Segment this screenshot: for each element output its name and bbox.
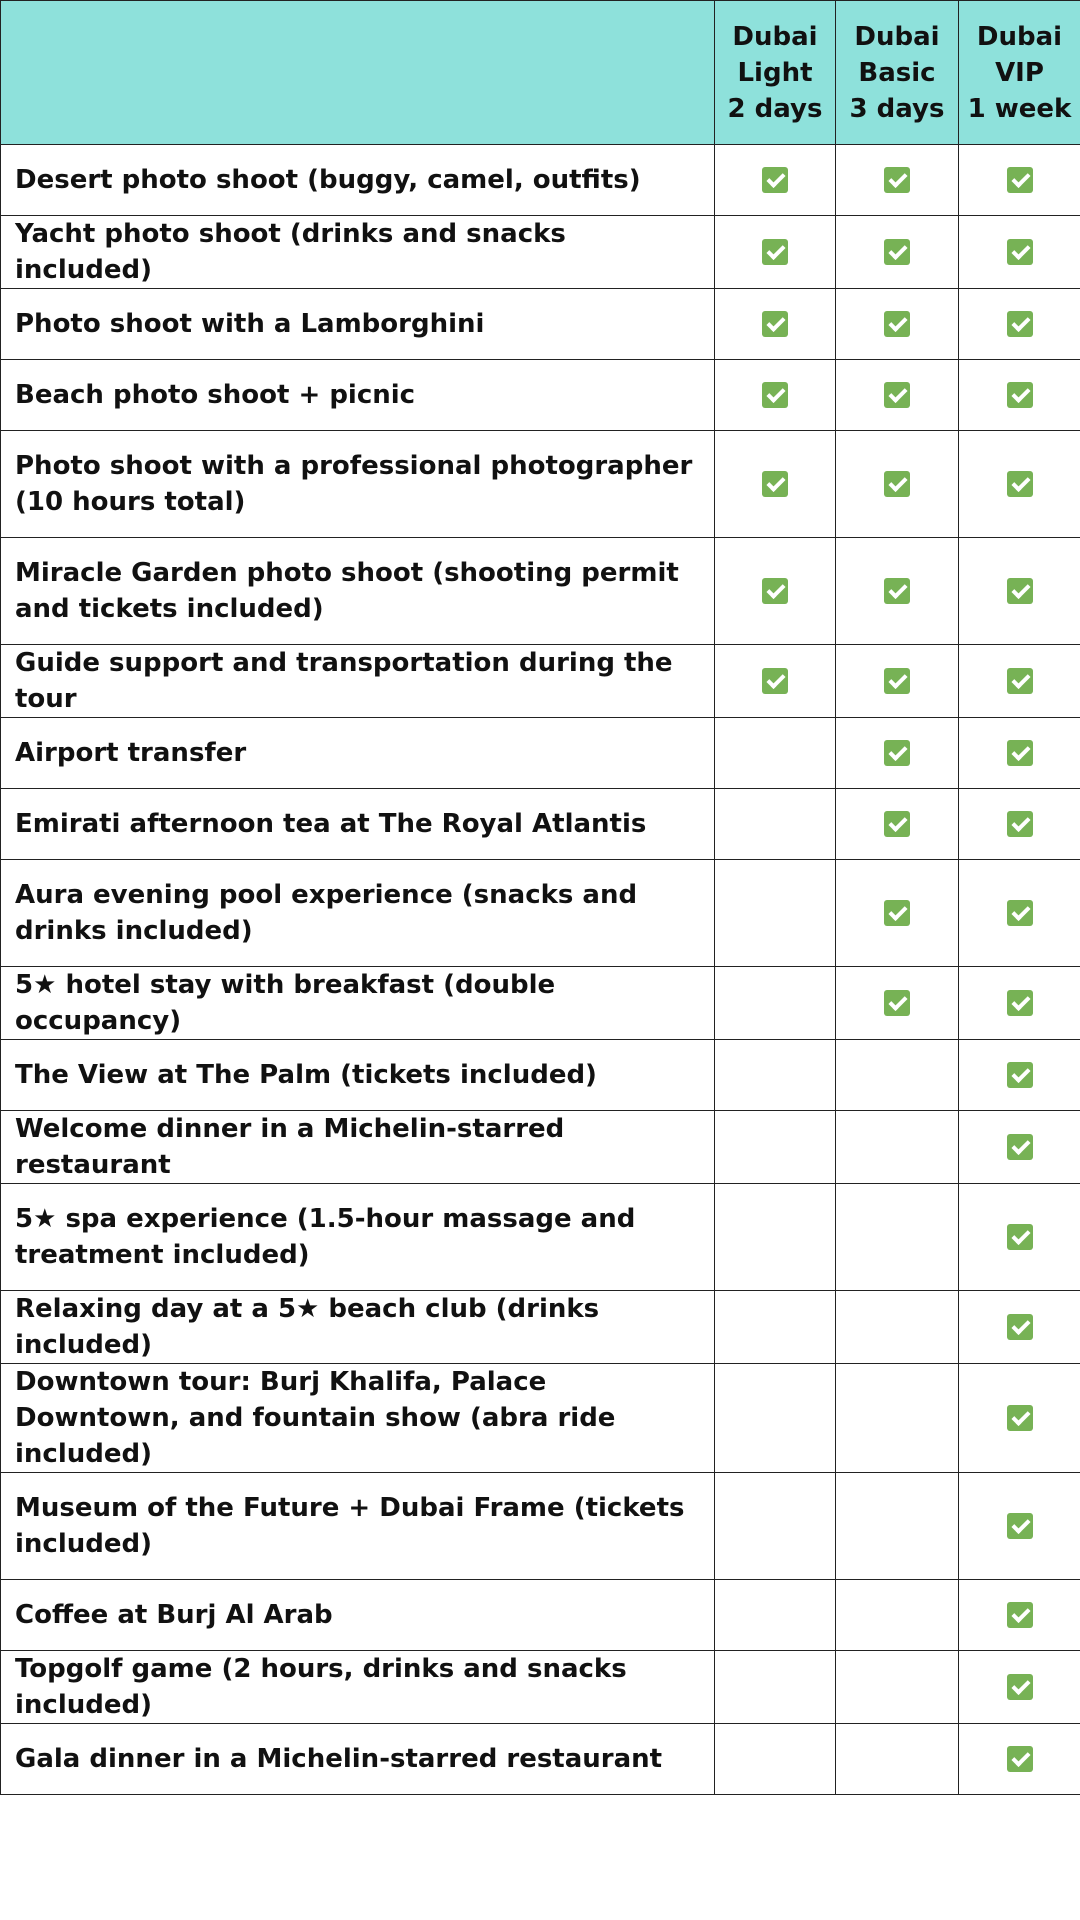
checkmark-icon (1007, 239, 1033, 265)
checkmark-icon (1007, 1314, 1033, 1340)
plan-cell-light (715, 145, 836, 216)
plan-cell-vip (959, 718, 1080, 789)
table-row (1, 216, 1080, 289)
plan-cell-light (715, 1291, 836, 1364)
header-plan-light (715, 1, 836, 145)
plan-duration-line: 1 week (967, 93, 1072, 124)
plan-cell-basic (836, 1651, 959, 1724)
checkmark-icon (762, 311, 788, 337)
header-plan-basic (836, 1, 959, 145)
table-row (1, 1364, 1080, 1473)
checkmark-icon (884, 239, 910, 265)
feature-cell: Aura evening pool experience (snacks and drinks included) (1, 860, 715, 967)
table-row (1, 1473, 1080, 1580)
plan-cell-basic (836, 538, 959, 645)
feature-cell: Welcome dinner in a Michelin-starred restaurant (1, 1111, 715, 1184)
plan-cell-vip (959, 1040, 1080, 1111)
checkmark-icon (1007, 578, 1033, 604)
plan-name-line: Dubai (732, 21, 818, 52)
checkmark-icon (1007, 1134, 1033, 1160)
plan-name-line: Dubai (976, 21, 1063, 52)
checkmark-icon (1007, 1513, 1033, 1539)
header-feature-cell (1, 1, 715, 145)
checkmark-icon (1007, 1224, 1033, 1250)
table-body (1, 145, 1080, 1795)
plan-duration-line: 3 days (849, 93, 945, 124)
feature-cell: Gala dinner in a Michelin-starred restaurant (1, 1724, 715, 1795)
plan-duration-line: 2 days (727, 93, 823, 124)
checkmark-icon (762, 668, 788, 694)
plan-cell-light (715, 1040, 836, 1111)
feature-cell: Relaxing day at a 5★ beach club (drinks included) (1, 1291, 715, 1364)
plan-cell-basic (836, 967, 959, 1040)
checkmark-icon (884, 167, 910, 193)
feature-cell: Topgolf game (2 hours, drinks and snacks included) (1, 1651, 715, 1724)
feature-cell: Airport transfer (1, 718, 715, 789)
plan-cell-basic (836, 1184, 959, 1291)
feature-cell: Guide support and transportation during the tour (1, 645, 715, 718)
checkmark-icon (884, 811, 910, 837)
plan-cell-vip (959, 1291, 1080, 1364)
table-row (1, 860, 1080, 967)
checkmark-icon (884, 668, 910, 694)
checkmark-icon (1007, 311, 1033, 337)
plan-cell-basic (836, 145, 959, 216)
plan-cell-vip (959, 1364, 1080, 1473)
plan-cell-vip (959, 1724, 1080, 1795)
plan-cell-basic (836, 645, 959, 718)
table-row (1, 967, 1080, 1040)
checkmark-icon (1007, 1746, 1033, 1772)
table-row (1, 789, 1080, 860)
checkmark-icon (884, 471, 910, 497)
plan-cell-basic (836, 1473, 959, 1580)
checkmark-icon (1007, 167, 1033, 193)
plan-cell-light (715, 1724, 836, 1795)
plan-cell-vip (959, 1580, 1080, 1651)
plan-cell-light (715, 1580, 836, 1651)
plan-cell-vip (959, 1111, 1080, 1184)
checkmark-icon (884, 311, 910, 337)
checkmark-icon (884, 382, 910, 408)
table-row (1, 145, 1080, 216)
feature-cell: Emirati afternoon tea at The Royal Atlantis (1, 789, 715, 860)
checkmark-icon (762, 239, 788, 265)
plan-cell-vip (959, 789, 1080, 860)
checkmark-icon (1007, 900, 1033, 926)
checkmark-icon (884, 740, 910, 766)
plan-cell-vip (959, 1473, 1080, 1580)
plan-cell-vip (959, 360, 1080, 431)
plan-cell-light (715, 431, 836, 538)
checkmark-icon (1007, 471, 1033, 497)
plan-tier-line: Basic (858, 57, 936, 88)
checkmark-icon (1007, 811, 1033, 837)
plan-cell-basic (836, 1580, 959, 1651)
plan-cell-vip (959, 216, 1080, 289)
plan-cell-basic (836, 216, 959, 289)
plan-tier-line: Light (737, 57, 813, 88)
feature-cell: Coffee at Burj Al Arab (1, 1580, 715, 1651)
plan-cell-light (715, 645, 836, 718)
plan-cell-light (715, 289, 836, 360)
feature-cell: Photo shoot with a Lamborghini (1, 289, 715, 360)
feature-cell: Desert photo shoot (buggy, camel, outfits) (1, 145, 715, 216)
plan-cell-basic (836, 718, 959, 789)
checkmark-icon (1007, 990, 1033, 1016)
plan-cell-light (715, 789, 836, 860)
table-row (1, 538, 1080, 645)
plan-cell-vip (959, 538, 1080, 645)
plan-cell-basic (836, 289, 959, 360)
plan-cell-basic (836, 1724, 959, 1795)
plan-cell-light (715, 860, 836, 967)
plan-cell-light (715, 967, 836, 1040)
checkmark-icon (1007, 1602, 1033, 1628)
plan-cell-vip (959, 860, 1080, 967)
table-row (1, 1580, 1080, 1651)
feature-cell: Beach photo shoot + picnic (1, 360, 715, 431)
plan-cell-basic (836, 1364, 959, 1473)
plan-name-line: Dubai (854, 21, 940, 52)
plan-cell-light (715, 216, 836, 289)
plan-cell-vip (959, 431, 1080, 538)
checkmark-icon (884, 990, 910, 1016)
table-row (1, 431, 1080, 538)
plan-cell-light (715, 1364, 836, 1473)
feature-cell: The View at The Palm (tickets included) (1, 1040, 715, 1111)
table-row (1, 1291, 1080, 1364)
table-row (1, 718, 1080, 789)
plan-cell-basic (836, 1040, 959, 1111)
feature-cell: Photo shoot with a professional photographer (10 hours total) (1, 431, 715, 538)
plan-cell-light (715, 1184, 836, 1291)
header-row (1, 1, 1080, 145)
checkmark-icon (1007, 1674, 1033, 1700)
checkmark-icon (1007, 668, 1033, 694)
checkmark-icon (762, 578, 788, 604)
checkmark-icon (1007, 382, 1033, 408)
plan-cell-light (715, 538, 836, 645)
checkmark-icon (762, 167, 788, 193)
plan-cell-vip (959, 289, 1080, 360)
feature-cell: Museum of the Future + Dubai Frame (tickets included) (1, 1473, 715, 1580)
table-row (1, 360, 1080, 431)
plan-cell-basic (836, 1291, 959, 1364)
table-row (1, 1040, 1080, 1111)
feature-cell: Miracle Garden photo shoot (shooting permit and tickets included) (1, 538, 715, 645)
plan-cell-light (715, 718, 836, 789)
plan-cell-light (715, 1651, 836, 1724)
plan-cell-basic (836, 360, 959, 431)
plan-cell-basic (836, 789, 959, 860)
feature-cell: Yacht photo shoot (drinks and snacks included) (1, 216, 715, 289)
checkmark-icon (1007, 740, 1033, 766)
checkmark-icon (762, 471, 788, 497)
plan-tier-line: VIP (995, 57, 1044, 88)
checkmark-icon (1007, 1405, 1033, 1431)
plan-cell-vip (959, 1184, 1080, 1291)
table-row (1, 289, 1080, 360)
checkmark-icon (884, 900, 910, 926)
table-row (1, 1111, 1080, 1184)
feature-cell: Downtown tour: Burj Khalifa, Palace Downtown, and fountain show (abra ride included) (1, 1364, 715, 1473)
table-row (1, 645, 1080, 718)
checkmark-icon (1007, 1062, 1033, 1088)
checkmark-icon (884, 578, 910, 604)
feature-cell: 5★ hotel stay with breakfast (double occupancy) (1, 967, 715, 1040)
table-row (1, 1724, 1080, 1795)
header-plan-vip (959, 1, 1080, 145)
checkmark-icon (762, 382, 788, 408)
table-row (1, 1184, 1080, 1291)
plan-cell-basic (836, 1111, 959, 1184)
table-row (1, 1651, 1080, 1724)
plan-cell-vip (959, 967, 1080, 1040)
feature-cell: 5★ spa experience (1.5-hour massage and treatment included) (1, 1184, 715, 1291)
plan-cell-vip (959, 1651, 1080, 1724)
plan-cell-vip (959, 645, 1080, 718)
plan-cell-vip (959, 145, 1080, 216)
plan-cell-basic (836, 860, 959, 967)
plan-cell-light (715, 360, 836, 431)
plan-cell-light (715, 1473, 836, 1580)
plan-cell-light (715, 1111, 836, 1184)
plan-cell-basic (836, 431, 959, 538)
